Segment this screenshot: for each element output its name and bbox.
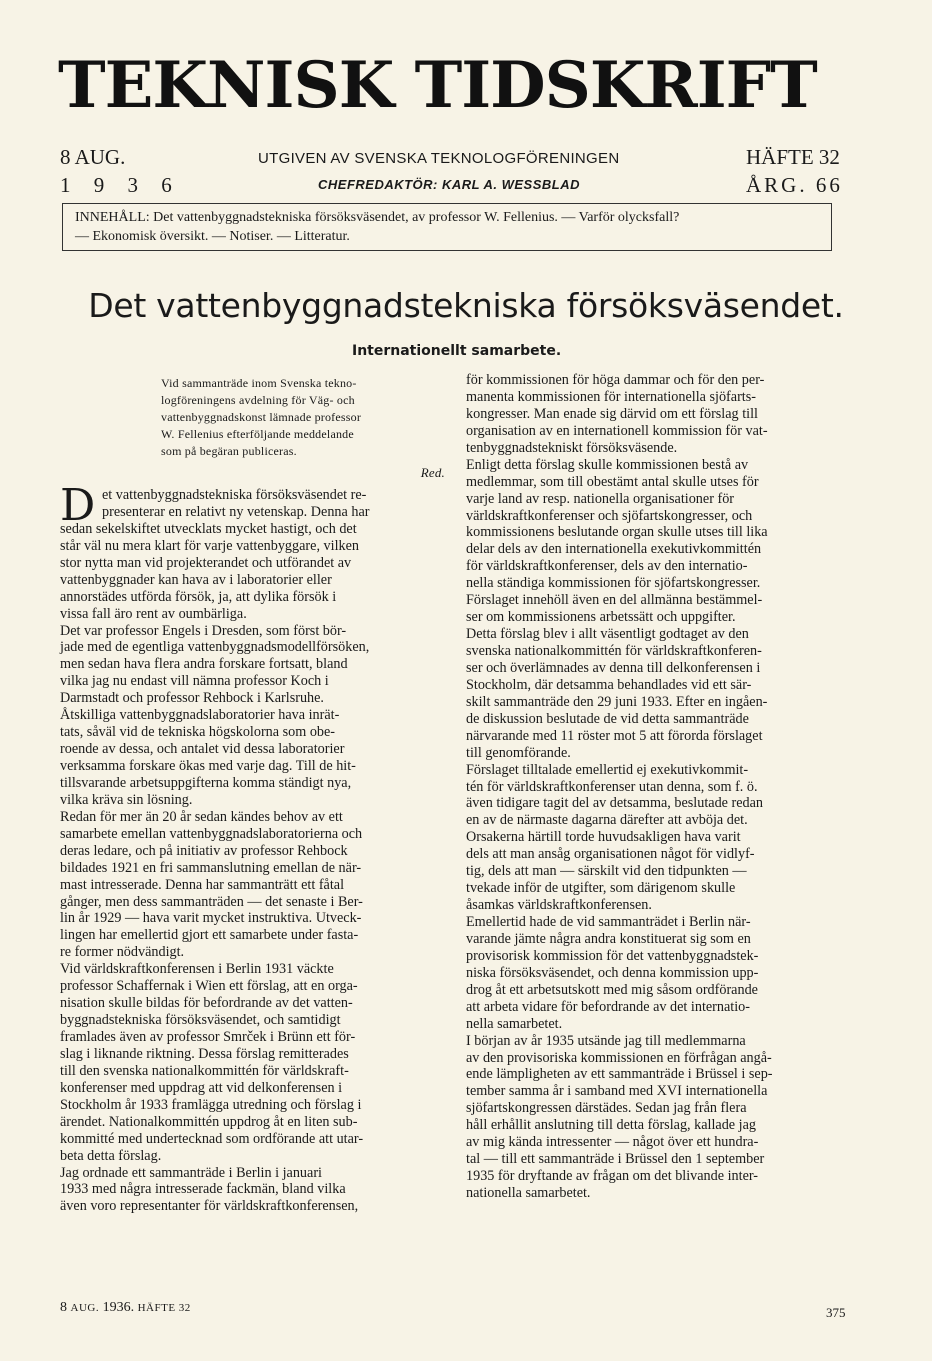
text-line: av den provisoriska kommissionen en förfrågan angå- <box>466 1049 772 1066</box>
text-line: verksamma forskare ökas med varje dag. Till de hit- <box>60 758 356 774</box>
text-line: kongresser. Man enade sig därvid om ett förslag till <box>466 405 758 422</box>
contents-line: INNEHÅLL: Det vattenbyggnadstekniska försöksväsendet, av professor W. Fellenius. — Varför olycksfall? <box>75 210 680 225</box>
text-line: åsamkas världskraftkonferensen. <box>466 897 652 914</box>
text-line: Enligt detta förslag skulle kommissionen bestå av <box>466 456 749 473</box>
note-line: som på begäran publiceras. <box>161 444 297 458</box>
page-number: 375 <box>826 1305 846 1320</box>
issue-year: 1 9 3 6 <box>60 173 181 197</box>
text-line: 1935 för dryftande av frågan om det blivande inter- <box>466 1168 759 1185</box>
text-line: ser om kommissionens arbetssätt och uppgifter. <box>466 609 736 626</box>
text-line: re former nödvändigt. <box>60 944 185 961</box>
text-line: tenbyggnadstekniskt försöksväsende. <box>466 439 678 456</box>
text-line: skilt sammanträde den 29 juni 1933. Efter en ingåen- <box>466 693 768 710</box>
text-line: men sedan hava flera andra forskare fortsatt, bland <box>60 656 348 673</box>
text-line: Förslaget tilltalade emellertid ej exekutivkommit- <box>466 761 749 778</box>
note-line: logföreningens avdelning för Väg- och <box>161 393 355 407</box>
text-line: en av de närmaste dagarna därefter att avböja det. <box>466 812 748 829</box>
text-line: organisation av en internationell kommission för vat- <box>466 422 768 439</box>
text-line: vilka jag nu endast vill nämna professor Koch i <box>60 673 329 690</box>
note-line: vattenbyggnadskonst lämnade professor <box>161 410 362 424</box>
text-line: lingen har emellertid gjort ett samarbete under fasta- <box>60 927 359 944</box>
text-line: Stockholm år 1933 framlägga utredning och förslag i <box>60 1096 362 1113</box>
contents-line: — Ekonomisk översikt. — Notiser. — Litteratur. <box>75 229 350 244</box>
text-line: Redan för mer än 20 år sedan kändes behov av ett <box>60 808 343 825</box>
text-line: även tidigare tagit del av detsamma, beslutade redan <box>466 795 764 812</box>
text-line: mast intresserade. Denna har sammanträtt ett fåtal <box>60 876 345 893</box>
text-line: gånger, men dess sammanträden — det senaste i Ber- <box>60 893 363 910</box>
text-line: framlades även av professor Smrček i Brünn ett för- <box>60 1029 356 1045</box>
text-line: byggnadstekniska försöksväsendet, och samtidigt <box>60 1012 341 1029</box>
text-line: stor nytta man vid projekterandet och utförandet av <box>60 554 352 571</box>
text-line: för världskraftkonferenser, dels av den internatio- <box>466 558 748 575</box>
text-line: för kommissionen för höga dammar och för den per- <box>466 372 765 388</box>
text-line: ser och överlämnades av denna till delkonferensen i <box>466 659 761 676</box>
right-column <box>466 372 851 1202</box>
text-line: svenska nationalkommittén för världskraftkonferen- <box>466 643 762 659</box>
contents-box <box>62 203 832 251</box>
text-line: till genomförande. <box>466 744 571 761</box>
text-line: Detta förslag blev i allt väsentligt godtaget av den <box>466 626 749 643</box>
text-line: bildades 1921 en fri sammanslutning emellan de när- <box>60 859 362 876</box>
text-line: kommissionens beslutande organ skulle utses till lika <box>466 524 768 541</box>
text-line: till den svenska nationalkommittén för världskraft- <box>60 1062 349 1079</box>
volume-number: ÅRG. 66 <box>746 173 843 197</box>
text-line: 1933 med några intresserade fackmän, bland vilka <box>60 1181 346 1198</box>
text-line: världskraftkonferenser och sjöfartskongresser, och <box>466 507 753 524</box>
text-line: står väl nu mera klart för varje vattenbyggare, vilken <box>60 537 359 554</box>
note-signature: Red. <box>420 465 445 480</box>
article-subtitle: Internationellt samarbete. <box>352 343 562 359</box>
text-line: vilka kräva sin lösning. <box>60 791 193 808</box>
text-line: konferenser med uppdrag att vid delkonferensen i <box>60 1079 343 1096</box>
text-line: delar dels av den internationella exekutivkommittén <box>466 541 762 558</box>
text-line: niska försöksväsendet, och denna kommission upp- <box>466 964 759 981</box>
text-line: ende lämpligheten av ett sammanträde i Brüssel i sep- <box>466 1066 773 1083</box>
text-line: Darmstadt och professor Rehbock i Karlsruhe. <box>60 690 324 707</box>
editor-line: CHEFREDAKTÖR: KARL A. WESSBLAD <box>318 177 580 192</box>
right-body-text <box>466 372 851 1202</box>
text-line: Förslaget innehöll även en del allmänna bestämmel- <box>466 592 763 609</box>
text-line: professor Schaffernak i Wien ett förslag, att en orga- <box>60 978 358 995</box>
text-line: kommitté med undertecknad som ordförande att utar- <box>60 1130 364 1147</box>
text-line: nella samarbetet. <box>466 1015 563 1032</box>
editorial-note <box>161 375 445 481</box>
text-line: nisation skulle bildas för befordrande av det vatten- <box>60 995 353 1012</box>
left-body-text <box>60 480 445 1215</box>
text-line: tal — till ett sammanträde i Brüssel den 1 september <box>466 1151 765 1168</box>
text-line: Vid världskraftkonferensen i Berlin 1931 väckte <box>60 961 334 978</box>
text-line: vattenbyggnader kan hava av i laboratorier eller <box>60 571 332 588</box>
text-line: de diskussion beslutade de vid detta sammanträde <box>466 710 749 727</box>
text-line: även voro representanter för världskraftkonferensen, <box>60 1198 359 1215</box>
text-line: av mig kända intressenter — något över ett hundra- <box>466 1134 759 1151</box>
text-line: Stockholm, där detsamma behandlades vid ett sär- <box>466 676 752 693</box>
text-line: Jag ordnade ett sammanträde i Berlin i januari <box>60 1164 322 1181</box>
note-line: W. Fellenius efterföljande meddelande <box>161 427 354 441</box>
footer-year: 1936. <box>102 1300 135 1315</box>
issue-date: 8 AUG. <box>60 145 126 169</box>
text-line: Orsakerna härtill torde huvudsakligen hava varit <box>466 829 741 846</box>
article-title: Det vattenbyggnadstekniska försöksväsendet. <box>88 286 844 325</box>
text-line: manenta kommissionen för internationella sjöfarts- <box>466 388 756 405</box>
text-line: närvarande med 11 röster mot 5 att förorda förslaget <box>466 727 763 744</box>
text-line: Åtskilliga vattenbyggnadslaboratorier hava inrät- <box>60 707 340 724</box>
text-line: presenterar en relativt ny vetenskap. Denna har <box>102 503 370 520</box>
text-line: deras ledare, och på initiativ av professor Rehbock <box>60 842 348 859</box>
text-line: provisorisk kommission för det vattenbyggnadstek- <box>466 947 759 964</box>
text-line: sedan sekelskiftet utvecklats mycket hastigt, och det <box>60 520 357 537</box>
masthead-title: TEKNISK TIDSKRIFT <box>58 48 817 123</box>
text-line: tats, såväl vid de tekniska högskolorna som obe- <box>60 724 336 741</box>
text-line: Det var professor Engels i Dresden, som först bör- <box>60 622 347 639</box>
note-line: Vid sammanträde inom Svenska tekno- <box>161 376 357 390</box>
text-line: nationella samarbetet. <box>466 1185 591 1201</box>
text-line: roende av dessa, och antalet vid dessa laboratorier <box>60 741 345 758</box>
issue-number: HÄFTE 32 <box>746 145 840 169</box>
text-line: håll erhållit anslutning till detta förslag, kallade jag <box>466 1117 756 1134</box>
text-line: samarbete emellan vattenbyggnadslaboratorierna och <box>60 825 363 842</box>
text-line: tillsvarande arbetsuppgifterna komma ständigt nya, <box>60 774 352 791</box>
text-line: nella ständiga kommissionen för sjöfartskongresser. <box>466 575 761 592</box>
footer-date <box>60 1300 191 1316</box>
text-line: jade med de egentliga vattenbyggnadsmodellförsöken, <box>60 639 370 656</box>
text-line: et vattenbyggnadstekniska försöksväsendet re- <box>102 487 367 503</box>
text-line: varande jämte några andra konstituerat sig som en <box>466 930 751 947</box>
left-column <box>60 368 445 1215</box>
text-line: slag i liknande riktning. Dessa förslag remitterades <box>60 1045 349 1062</box>
publisher-line: UTGIVEN AV SVENSKA TEKNOLOGFÖRENINGEN <box>258 150 620 167</box>
text-line: medlemmar, som till obestämt antal skulle utses för <box>466 473 759 490</box>
footer-month: AUG. <box>70 1302 100 1314</box>
drop-cap: D <box>60 480 96 531</box>
text-line: vissa fall äro rent av oumbärliga. <box>60 605 247 622</box>
text-line: tember samma år i samband med XVI internationella <box>466 1083 768 1100</box>
text-line: Emellertid hade de vid sammanträdet i Berlin när- <box>466 914 751 930</box>
text-line: beta detta förslag. <box>60 1147 162 1164</box>
text-line: att arbeta vidare för befordrande av det internatio- <box>466 998 750 1015</box>
footer-day: 8 <box>60 1300 67 1315</box>
text-line: drog åt ett arbetsutskott med mig såsom ordförande <box>466 981 758 998</box>
text-line: dels att man ansåg organisationen något för vidlyf- <box>466 846 755 863</box>
text-line: sjöfartskongressen därstädes. Sedan jag från flera <box>466 1100 747 1117</box>
text-line: tvekade inför de utgifter, som därigenom skulle <box>466 880 736 897</box>
text-line: varje land av resp. nationella organisationer för <box>466 490 735 507</box>
footer-issue: HÄFTE 32 <box>137 1302 191 1314</box>
text-line: annorstädes utförda försök, ja, att dylika försök i <box>60 588 337 605</box>
text-line: tén för världskraftkonferenser utan denna, som f. ö. <box>466 778 758 795</box>
text-line: ärendet. Nationalkommittén uppdrog åt en liten sub- <box>60 1113 358 1130</box>
text-line: lin år 1929 — hava varit mycket instruktiva. Utveck- <box>60 910 362 927</box>
text-line: tig, dels att man — särskilt vid den tidpunkten — <box>466 863 747 880</box>
text-line: I början av år 1935 utsände jag till medlemmarna <box>466 1032 746 1049</box>
